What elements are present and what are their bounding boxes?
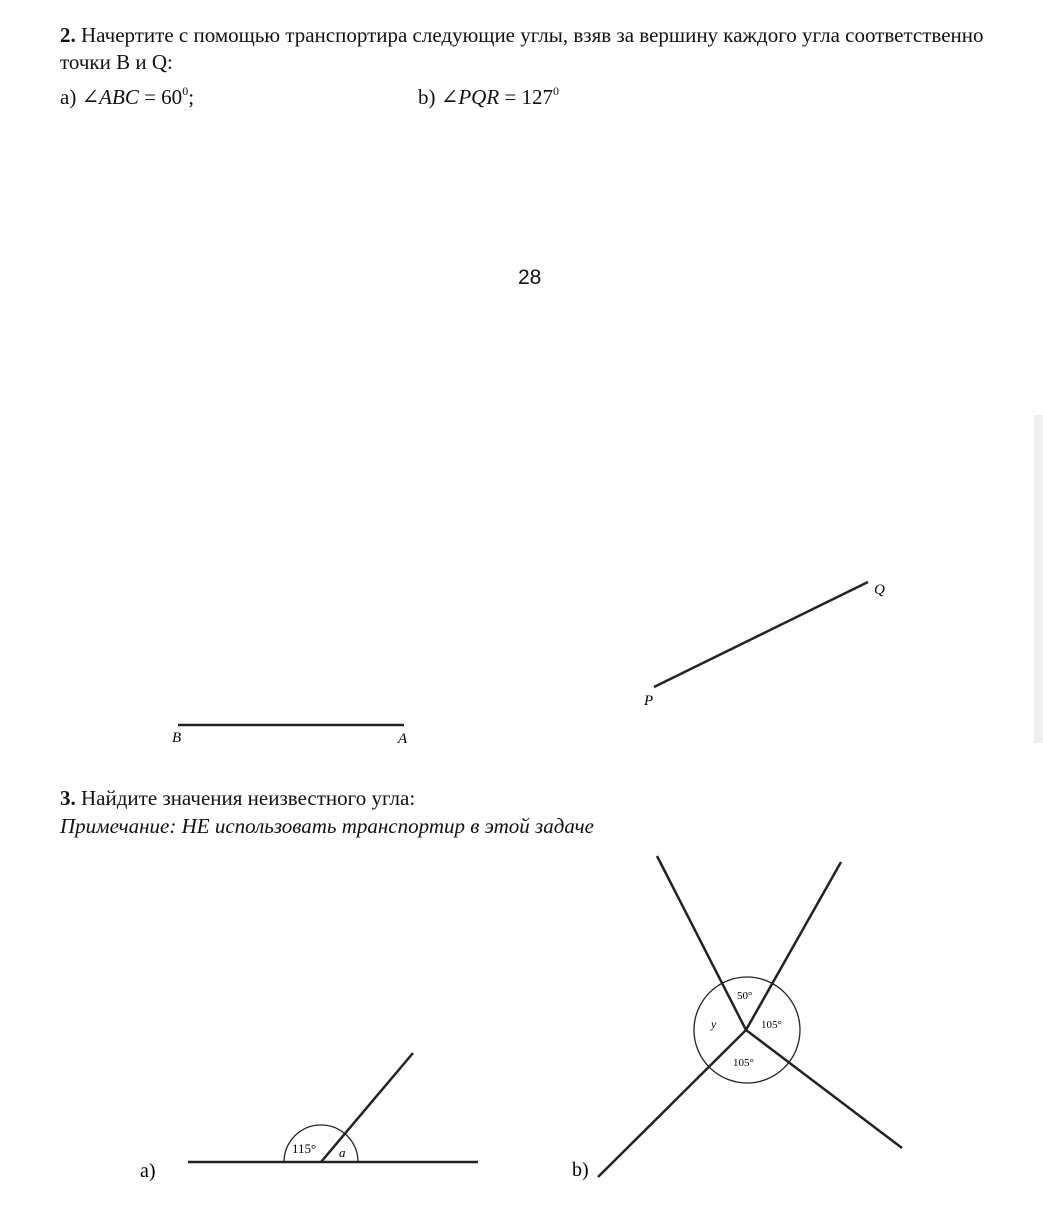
fig-b-unknown: y [711, 1017, 717, 1031]
task2-item-a-eq: = 60 [138, 85, 183, 109]
task2-item-b-label: b) [418, 85, 436, 109]
task2-number: 2. [60, 23, 76, 47]
fig-b-angle-top: 50° [737, 990, 753, 1002]
label-a: A [398, 731, 408, 747]
label-b: B [172, 730, 182, 746]
fig-b-label: b) [572, 1159, 589, 1181]
fig-a-ray [321, 1053, 413, 1162]
task2-text: Начертите с помощью транспортира следующие углы, взяв за вершину каждого угла соответственно точки B и Q: [60, 23, 984, 74]
task2-item-b-eq: = 127 [499, 85, 554, 109]
fig-b-ray-lower-left [598, 1030, 746, 1177]
task3-number: 3. [60, 786, 76, 810]
task3-note: Примечание: НЕ использовать транспортир в этой задаче [60, 814, 594, 838]
segment-pq [654, 582, 868, 687]
fig-b-angle-right: 105° [761, 1019, 782, 1031]
label-q: Q [874, 582, 885, 598]
task3-title-text: Найдите значения неизвестного угла: [81, 786, 416, 810]
task2-item-a-deg: 0 [182, 84, 189, 98]
task2-item-a-angle: ∠ABC [81, 85, 139, 109]
task2-item-b-deg: 0 [553, 84, 560, 98]
fig-a-unknown: a [339, 1145, 346, 1160]
task2-item-b-angle: ∠PQR [440, 85, 500, 109]
fig-a-known-angle: 115° [292, 1141, 317, 1156]
task2-item-a-end: ; [188, 85, 195, 109]
label-p: P [644, 693, 654, 709]
fig-a-label: a) [140, 1160, 156, 1182]
fig-b-angle-bottom: 105° [733, 1057, 754, 1069]
fig-b-ray-lower-right [746, 1030, 902, 1148]
task2-item-a-label: a) [60, 85, 77, 109]
page-number: 28 [518, 266, 542, 289]
